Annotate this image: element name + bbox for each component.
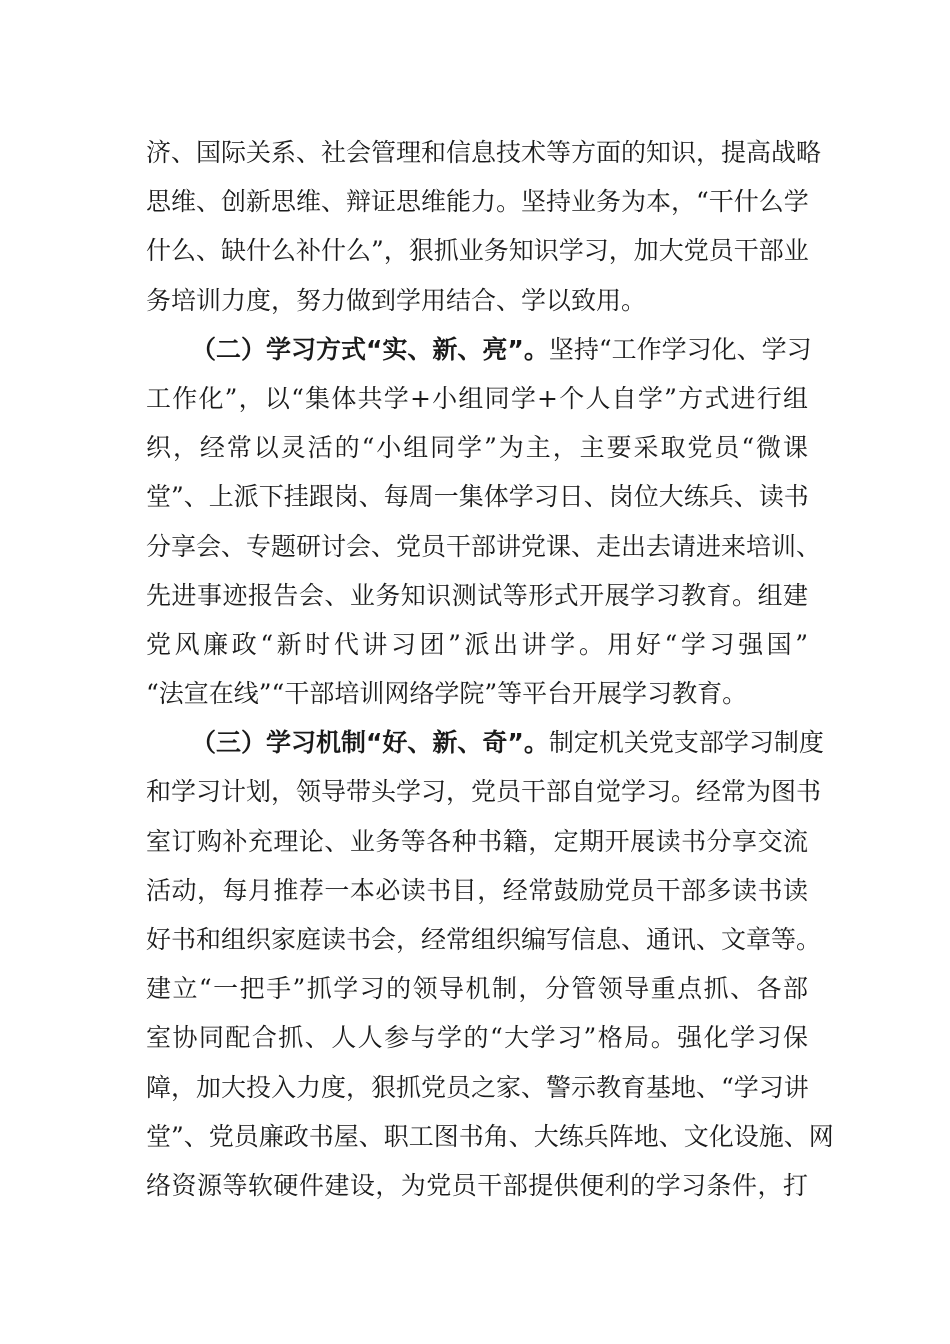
- text-line: 工作化”，以“集体共学+小组同学+个人自学”方式进行组: [146, 383, 808, 413]
- text-line: 思维、创新思维、辩证思维能力。坚持业务为本，“干什么学: [146, 187, 809, 217]
- text-line: 什么、缺什么补什么”，狠抓业务知识学习，加大党员干部业: [146, 236, 809, 266]
- text-line: 和学习计划，领导带头学习，党员干部自觉学习。经常为图书: [146, 777, 822, 807]
- text-line: 织，经常以灵活的“小组同学”为主，主要采取党员“微课: [146, 433, 808, 463]
- text-line: 好书和组织家庭读书会，经常组织编写信息、通讯、文章等。: [146, 925, 822, 954]
- section-heading: （二）学习方式“实、新、亮”。: [191, 334, 549, 364]
- text-line: 室订购补充理论、业务等各种书籍，定期开展读书分享交流: [146, 826, 808, 856]
- paragraph-first-line: [146, 325, 812, 374]
- paragraph-first-line: [146, 718, 824, 767]
- document-body: [146, 128, 834, 1210]
- text-line: 济、国际关系、社会管理和信息技术等方面的知识，提高战略: [146, 138, 822, 167]
- text-line: 分享会、专题研讨会、党员干部讲党课、走出去请进来培训、: [146, 531, 822, 561]
- text-line: 室协同配合抓、人人参与学的“大学习”格局。强化学习保: [146, 1023, 808, 1053]
- text-line: 堂”、党员廉政书屋、职工图书角、大练兵阵地、文化设施、网: [146, 1121, 834, 1151]
- text-line: 活动，每月推荐一本必读书目，经常鼓励党员干部多读书读: [146, 875, 808, 905]
- text-span: 制定机关党支部学习制度: [548, 728, 824, 758]
- text-span: 坚持“工作学习化、学习: [548, 334, 812, 364]
- text-line: 障，加大投入力度，狠抓党员之家、警示教育基地、“学习讲: [146, 1072, 809, 1102]
- text-line: 务培训力度，努力做到学用结合、学以致用。: [146, 285, 647, 315]
- text-line: 党风廉政“新时代讲习团”派出讲学。用好“学习强国”: [146, 629, 808, 659]
- section-heading: （三）学习机制“好、新、奇”。: [191, 728, 549, 758]
- text-line: 堂”、上派下挂跟岗、每周一集体学习日、岗位大练兵、读书: [146, 482, 809, 512]
- text-line: 建立“一把手”抓学习的领导机制，分管领导重点抓、各部: [146, 974, 808, 1004]
- text-line: “法宣在线”“干部培训网络学院”等平台开展学习教育。: [146, 679, 748, 709]
- text-line: 络资源等软硬件建设，为党员干部提供便利的学习条件，打: [146, 1170, 808, 1200]
- text-line: 先进事迹报告会、业务知识测试等形式开展学习教育。组建: [146, 580, 808, 610]
